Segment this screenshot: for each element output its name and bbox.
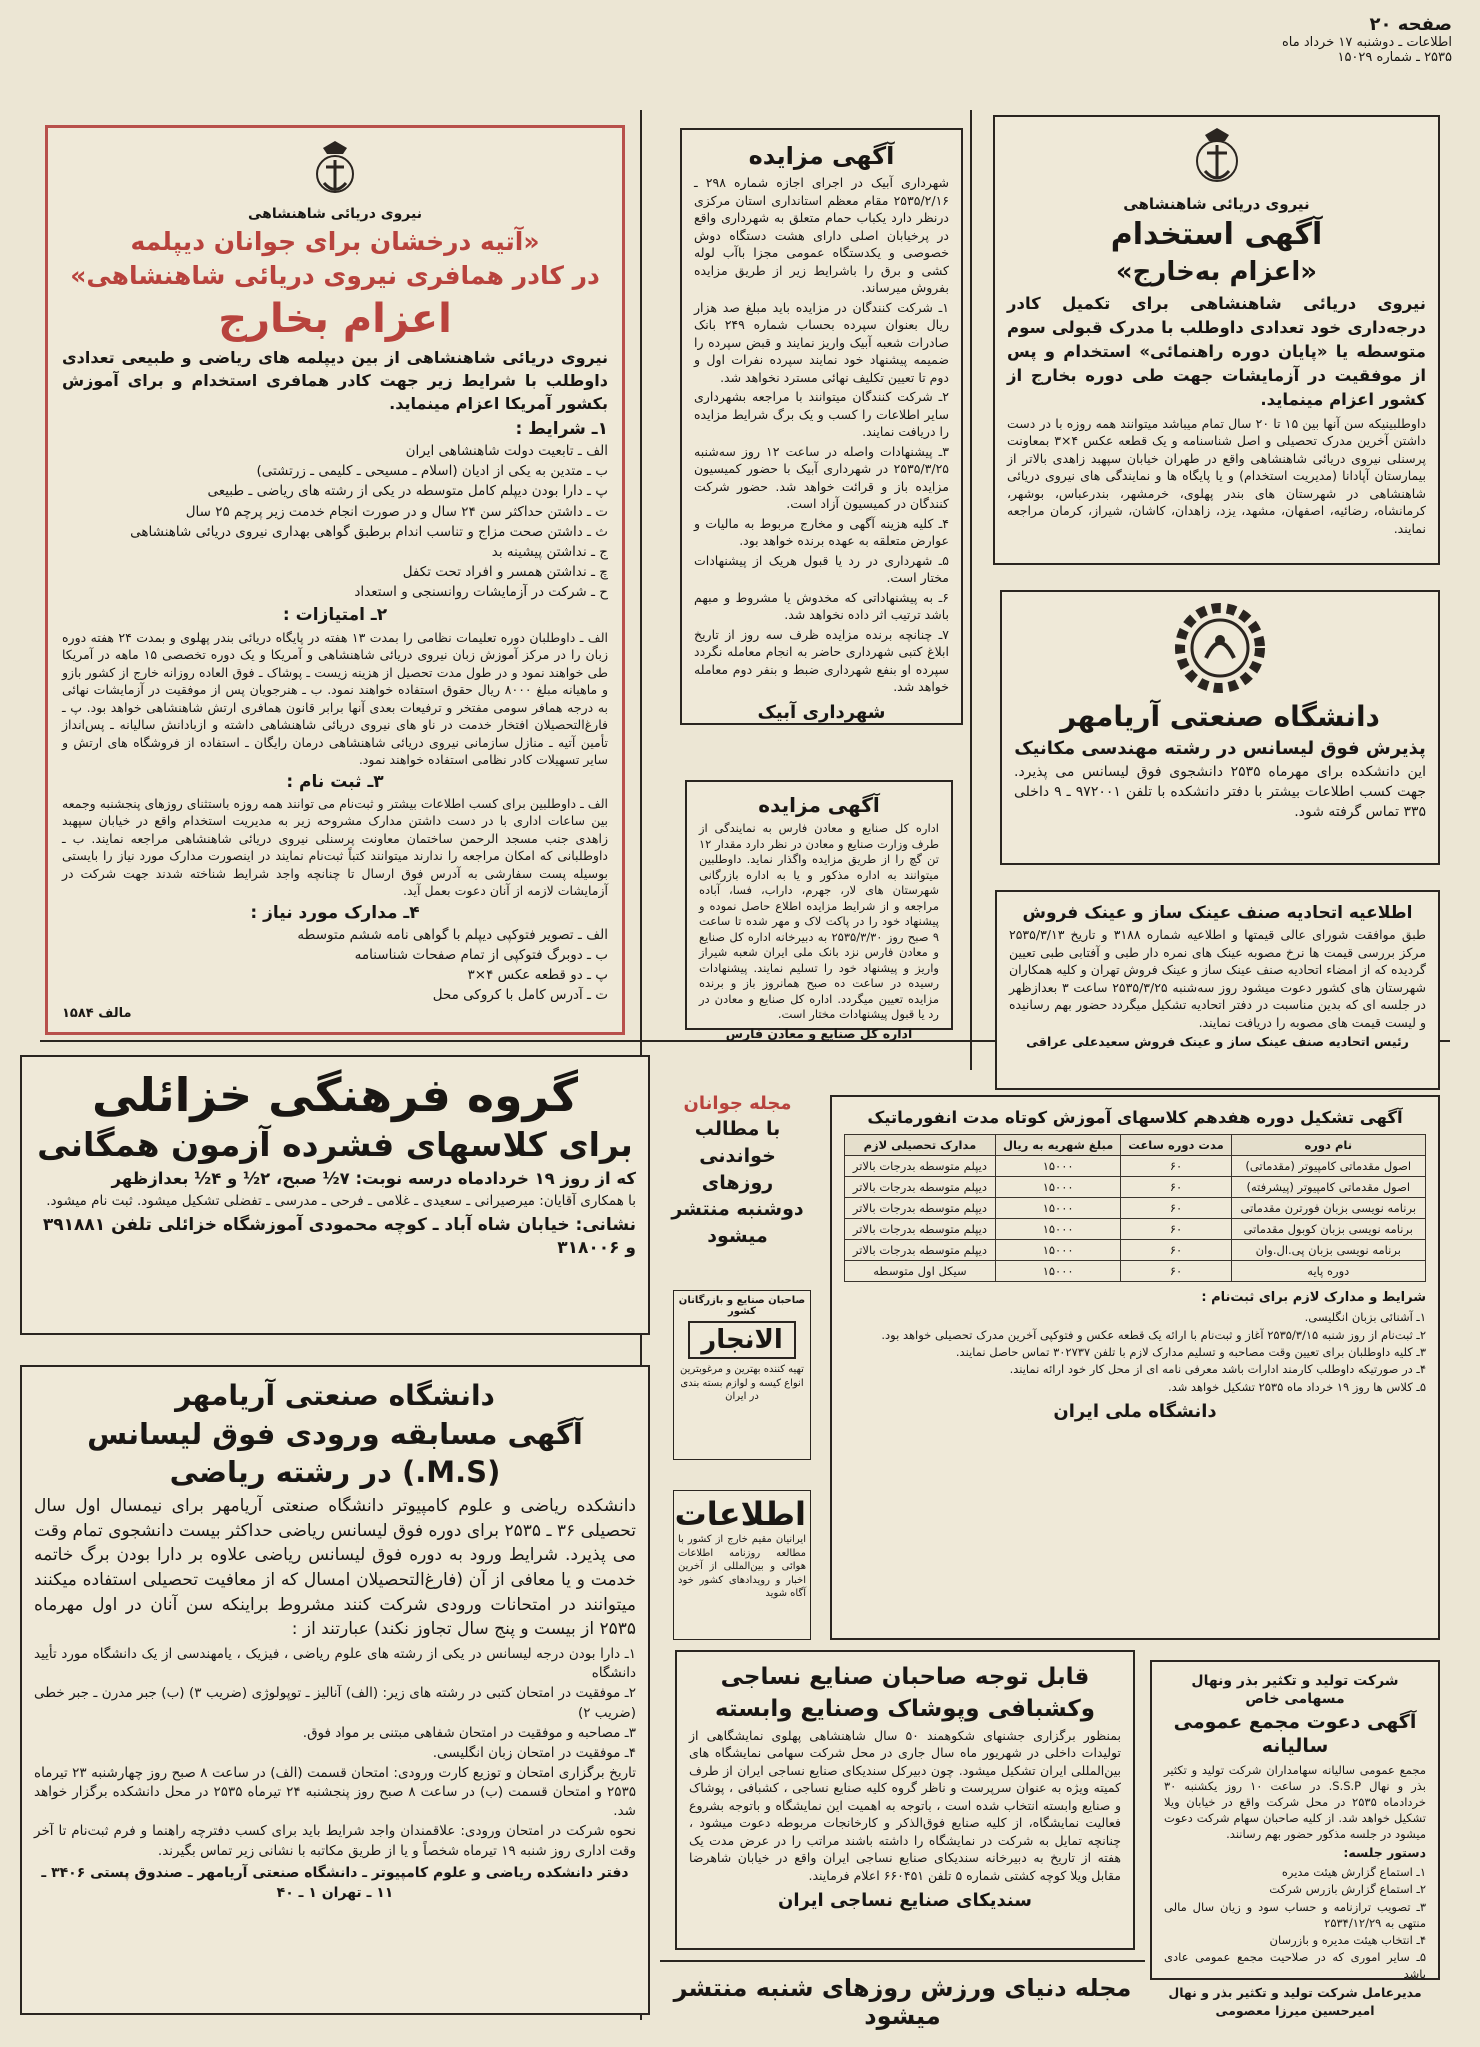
opticians-union-body: طبق موافقت شورای عالی قیمتها و اطلاعیه شماره ۳۱۸۸ و تاریخ ۲۵۳۵/۳/۱۳ مرکز بررسی قیمت ها نرخ مصوبه عینک های نمره دار طبی و آفتابی طبی تعیین گردیده که از امضاء اتحادیه صنف عینک ساز و عینک فروش تهران و کلیه همکاران شهرستان های کشور دعوت میشود روز سه‌شنبه ۲۵۳۵/۳/۲۵ ساعت ۳ بعدازظهر در جلسه ای که بدین مناسبت در دفتر اتحادیه تشکیل میگردد حضور بهم رسانیده و لیست قیمت های مصوبه را دریافت نمایند. xyxy=(1009,927,1426,1030)
table-row xyxy=(845,1240,1426,1261)
table-cell: دیپلم متوسطه بدرجات بالاتر xyxy=(845,1219,996,1240)
auction-abik-p4: ۳ـ پیشنهادات واصله در ساعت ۱۲ روز سه‌شنبه ۲۵۳۵/۳/۲۵ در شهرداری آبیک با حضور کمیسیون مزایده باز و قرائت خواهد شد. حضور شرکت کنندگان در کمیسیون آزاد است. xyxy=(694,443,949,511)
ettelaat-ad xyxy=(673,1490,811,1640)
list-item: ۱ـ استماع گزارش هیئت مدیره xyxy=(1281,1864,1426,1879)
list-item: ۲ـ موفقیت در امتحان کتبی در رشته های زیر: (الف) آنالیز ـ توپولوژی (ضریب ۳) (ب) جبر مدرن ـ جبر خطی (ضریب ۲) xyxy=(34,1685,636,1721)
navy-abroad-sec2-title: ۲ـ امتیازات : xyxy=(282,605,388,626)
list-item: ب ـ دوبرگ فتوکپی از تمام صفحات شناسنامه xyxy=(354,946,608,963)
auction-abik-p8: ۷ـ چنانچه برنده مزایده ظرف سه روز از تاریخ ابلاغ کتبی شهرداری حاضر به انجام معامله نگردد سپرده او بنفع شهرداری ضبط و بنفر دوم معامله خواهد شد. xyxy=(694,626,949,694)
list-item: چ ـ نداشتن همسر و افراد تحت تکفل xyxy=(402,564,608,581)
list-item: ۴ـ موفقیت در امتحان زبان انگلیسی. xyxy=(432,1744,636,1761)
table-cell: ۶۰ xyxy=(1121,1240,1231,1261)
table-cell: دیپلم متوسطه بدرجات بالاتر xyxy=(845,1156,996,1177)
navy-abroad-headline-1: «آتیه درخشان برای جوانان دیپلمه xyxy=(130,227,540,256)
column-rule xyxy=(970,110,972,1070)
seed-company-title: آگهی دعوت مجمع عمومی سالیانه xyxy=(1173,1711,1417,1758)
table-cell: ۱۵۰۰۰ xyxy=(995,1177,1121,1198)
navy-hiring-lead: نیروی دریائی شاهنشاهی برای تکمیل کادر درجه‌داری خود تعدادی داوطلب با مدرک قبولی سوم متوسطه یا «پایان دوره راهنمائی» استخدام و پس از موفقیت در آزمایشات جهت طی دوره بخارج از کشور اعزام مینماید. xyxy=(1007,294,1426,409)
list-item: ت ـ آدرس کامل با کروکی محل xyxy=(432,987,608,1004)
navy-abroad-sec4-title: ۴ـ مدارک مورد نیاز : xyxy=(250,902,420,923)
packaging-ad xyxy=(673,1290,811,1460)
textile-title-2: وکشبافی وپوشاک وصنایع وابسته xyxy=(714,1695,1096,1722)
list-item: ۳ـ تصویب ترازنامه و حساب سود و زیان سال مالی منتهی به ۲۵۳۴/۱۲/۲۹ xyxy=(1164,1899,1426,1930)
khazaeli-ad xyxy=(20,1055,650,1335)
table-cell: دیپلم متوسطه بدرجات بالاتر xyxy=(845,1240,996,1261)
navy-abroad-sec1-list xyxy=(62,442,608,602)
javanan-title: مجله جوانان xyxy=(683,1093,792,1114)
javanan-line6: میشود xyxy=(707,1225,768,1248)
list-item: پ ـ دارا بودن دیپلم کامل متوسطه در یکی از رشته های ریاضی ـ طبیعی xyxy=(207,483,608,500)
column-header: مدت دوره ساعت xyxy=(1121,1135,1231,1156)
aryamehr-msc-subtitle: آگهی مسابقه ورودی فوق لیسانس xyxy=(87,1416,583,1451)
navy-abroad-sec3-body: الف ـ داوطلبین برای کسب اطلاعات بیشتر و ثبت‌نام می توانند همه روزه باستثنای روزهای پنجشنبه وجمعه بین ساعات اداری با در دست داشتن مدارک مشروحه زیر به مدیریت استخدام واقع در خیابان سپهبد زاهدی جنب مسجد الرحمن ساختمان معاونت پرسنلی نیروی دریائی شاهنشاهی مراجعه نمایند. ب ـ داوطلبانی که امکان مراجعه را ندارند میتوانند کتباً ثبت‌نام نمایند در اینصورت مدارک مورد نیاز را بایستی بوسیله پست سفارشی به آدرس فوق ارسال تا چنانچه واجد شرایط شناخته شدند جهت شرکت در آزمایشات لازمه از آنان دعوت بعمل آید. xyxy=(62,795,608,899)
navy-abroad-org: نیروی دریائی شاهنشاهی xyxy=(248,206,422,222)
javanan-line5: دوشنبه منتشر xyxy=(671,1198,804,1221)
navy-hiring-title: آگهی استخدام xyxy=(1110,217,1323,252)
table-cell: دیپلم متوسطه بدرجات بالاتر xyxy=(845,1177,996,1198)
list-item: ۱ـ آشنائی بزبان انگلیسی. xyxy=(1304,1310,1426,1325)
table-cell: برنامه نویسی بزبان کوبول مقدماتی xyxy=(1231,1219,1425,1240)
seed-company-agenda xyxy=(1164,1864,1426,1982)
khazaeli-title: گروه فرهنگی خزائلی xyxy=(92,1068,578,1122)
table-cell: ۶۰ xyxy=(1121,1219,1231,1240)
list-item: ب ـ متدین به یکی از ادیان (اسلام ـ مسیحی ـ کلیمی ـ زرتشتی) xyxy=(256,463,608,480)
textile-syndicate-ad xyxy=(675,1650,1135,1950)
list-item: ح ـ شرکت در آزمایشات روانسنجی و استعداد xyxy=(354,584,608,601)
navy-abroad-lead: نیروی دریائی شاهنشاهی از بین دیپلمه های ریاضی و طبیعی تعدادی داوطلب با شرایط زیر جهت کادر همافری استخدام و برای آموزش بکشور آمریکا اعزام مینماید. xyxy=(62,347,608,413)
textile-signature: سندیکای صنایع نساجی ایران xyxy=(778,1890,1032,1911)
list-item: ۴ـ در صورتیکه داوطلب کارمند ادارات باشد معرفی نامه ای از محل کار خود ارائه نمایند. xyxy=(1009,1362,1426,1377)
navy-abroad-sec4-list xyxy=(62,926,608,1006)
auction-abik-p1: شهرداری آبیک در اجرای اجازه شماره ۲۹۸ ـ ۲۵۳۵/۲/۱۶ مقام معظم استانداری استان مرکزی درنظر دارد یکباب حمام متعلق به شهرداری واقع در پرخیابان اصلی دارای هشت دستگاه دوش خصوصی و یکدستگاه عمومی مجزا باآب لوله کشی و برق را باشرایط زیر از طریق مزایده بفروش میرساند. xyxy=(694,175,950,295)
page-header xyxy=(1152,14,1452,65)
course-table xyxy=(844,1134,1426,1282)
auction-abik-title: آگهی مزایده xyxy=(748,142,895,170)
table-row xyxy=(845,1198,1426,1219)
navy-abroad-headline-2: در کادر همافری نیروی دریائی شاهنشاهی» xyxy=(70,261,600,291)
list-item: ۵ـ سایر اموری که در صلاحیت مجمع عمومی عادی باشد xyxy=(1164,1950,1426,1981)
header-date: اطلاعات ـ دوشنبه ۱۷ خرداد ماه xyxy=(1281,35,1452,50)
table-cell: ۱۵۰۰۰ xyxy=(995,1219,1121,1240)
table-cell: دیپلم متوسطه بدرجات بالاتر xyxy=(845,1198,996,1219)
opticians-union-title: اطلاعیه اتحادیه صنف عینک ساز و عینک فروش xyxy=(1022,903,1413,923)
sports-magazine-ad xyxy=(660,1960,1145,2030)
packaging-ad-name: الانجار xyxy=(688,1321,796,1359)
table-cell: سیکل اول متوسطه xyxy=(845,1261,996,1282)
melli-university-notes-title: شرایط و مدارک لازم برای ثبت‌نام : xyxy=(1201,1290,1426,1306)
auction-fars-ad xyxy=(685,780,953,1041)
table-cell: دوره پایه xyxy=(1231,1261,1425,1282)
aryamehr-mech-body: این دانشکده برای مهرماه ۲۵۳۵ دانشجوی فوق لیسانس می پذیرد. جهت کسب اطلاعات بیشتر با دفتر دانشکده با تلفن ۹۷۲۰۰۱ ـ ۹ داخلی ۳۳۵ تماس گرفته شود. xyxy=(1014,764,1426,820)
javanan-ad xyxy=(665,1090,810,1280)
navy-hiring-body: داوطلبینیکه سن آنها بین ۱۵ تا ۲۰ سال تمام میباشد میتوانند همه روزه با در دست داشتن آخرین مدرک تحصیلی و اصل شناسنامه و یک قطعه عکس ۴×۳ بمعاونت پرسنلی نیروی دریائی شاهنشاهی واقع در طهران خیابان سپهبد زاهدی بالاتر از بیمارستان آپادانا (مدیریت استخدام) و یا پایگاه ها و نمایندگی های نیروی دریائی شاهنشاهی در شهرستان های بندر پهلوی، خرمشهر، بندرعباس، بوشهر، کرمانشاه، رضائیه، اصفهان، مشهد، یزد، زاهدان، کاشان، شیراز، کرمان مراجعه نمایند. xyxy=(1007,415,1427,536)
opticians-union-ad xyxy=(995,890,1440,1090)
javanan-line2: با مطالب xyxy=(694,1118,781,1141)
table-cell: ۱۵۰۰۰ xyxy=(995,1156,1121,1177)
melli-university-ad xyxy=(830,1095,1440,1640)
opticians-union-signature: رئیس اتحادیه صنف عینک ساز و عینک فروش سعیدعلی عراقی xyxy=(1026,1034,1409,1050)
list-item: ج ـ نداشتن پیشینه بد xyxy=(491,543,608,560)
aryamehr-mech-subtitle: پذیرش فوق لیسانس در رشته مهندسی مکانیک xyxy=(1014,737,1426,759)
aryamehr-msc-address: دفتر دانشکده ریاضی و علوم کامپیوتر ـ دانشگاه صنعتی آریامهر ـ صندوق پستی ۳۴۰۶ ـ ۱۱ ـ تهران ۱ ـ ۴۰ xyxy=(41,1864,629,1901)
auction-abik-p7: ۶ـ به پیشنهاداتی که مخدوش یا مشروط و مبهم باشد ترتیب اثر داده نخواهد شد. xyxy=(694,589,949,622)
table-cell: اصول مقدماتی کامپیوتر (مقدماتی) xyxy=(1231,1156,1425,1177)
javanan-line4: روزهای xyxy=(701,1171,774,1194)
list-item: ۵ـ کلاس ها روز ۱۹ خرداد ماه ۲۵۳۵ تشکیل خواهد شد. xyxy=(1167,1379,1426,1394)
packaging-ad-title: صاحبان صنایع و بازرگانان کشور xyxy=(678,1295,806,1317)
aryamehr-mech-ad xyxy=(1000,590,1440,865)
table-cell: ۶۰ xyxy=(1121,1177,1231,1198)
auction-abik-p6: ۵ـ شهرداری در رد یا قبول هریک از پیشنهادات مختار است. xyxy=(694,552,949,585)
javanan-line3: خواندنی xyxy=(699,1145,776,1168)
header-issue: ۲۵۳۵ ـ شماره ۱۵۰۲۹ xyxy=(1337,50,1452,65)
page-number: صفحه ۲۰ xyxy=(1369,14,1452,35)
list-item: ۲ـ ثبت‌نام از روز شنبه ۲۵۳۵/۳/۱۵ آغاز و ثبت‌نام با ارائه یک قطعه عکس و فتوکپی آخرین مدرک تحصیلی خواهد بود. xyxy=(881,1327,1426,1342)
table-row xyxy=(845,1261,1426,1282)
list-item: ث ـ داشتن صحت مزاج و تناسب اندام برطبق گواهی بهداری نیروی دریائی شاهنشاهی xyxy=(130,523,608,540)
navy-crown-anchor-emblem-icon xyxy=(307,138,363,204)
melli-university-signature: دانشگاه ملی ایران xyxy=(1053,1400,1217,1422)
melli-university-title: آگهی تشکیل دوره هفدهم کلاسهای آموزش کوتاه مدت انفورماتیک xyxy=(867,1108,1403,1127)
packaging-ad-body: تهیه کننده بهترین و مرغوبترین انواع کیسه و لوازم بسته بندی در ایران xyxy=(680,1364,804,1402)
auction-abik-p3: ۲ـ شرکت کنندگان میتوانند با مراجعه بشهرداری سایر اطلاعات را کسب و یک برگ شرایط مزایده را دریافت نمایند. xyxy=(694,389,949,439)
khazaeli-subtitle: برای کلاسهای فشرده آزمون همگانی xyxy=(37,1124,633,1164)
auction-abik-ad xyxy=(680,128,963,725)
aryamehr-msc-title: دانشگاه صنعتی آریامهر xyxy=(175,1379,495,1412)
list-item: ۳ـ کلیه داوطلبان برای تعیین وقت مصاحبه و تسلیم مدارک لازم با تلفن ۳۰۲۷۳۷ تماس حاصل نمایند. xyxy=(955,1344,1426,1359)
ettelaat-ad-body: ایرانیان مقیم خارج از کشور با مطالعه روزنامه اطلاعات هوائی و بین‌المللی از آخرین اخبار و رویدادهای کشور خود آگاه شوید xyxy=(678,1534,806,1599)
aryamehr-msc-subtitle-2: (M.S.) در رشته ریاضی xyxy=(169,1455,501,1490)
table-cell: ۶۰ xyxy=(1121,1198,1231,1219)
navy-abroad-sec3-title: ۳ـ ثبت نام : xyxy=(286,771,384,792)
navy-hiring-ad xyxy=(993,115,1440,565)
table-cell: ۱۵۰۰۰ xyxy=(995,1240,1121,1261)
table-row xyxy=(845,1219,1426,1240)
university-gear-emblem-icon xyxy=(1172,600,1268,696)
list-item: الف ـ تابعیت دولت شاهنشاهی ایران xyxy=(405,443,608,460)
list-item: ۲ـ استماع گزارش بازرس شرکت xyxy=(1269,1882,1426,1897)
column-header: مبلغ شهریه به ریال xyxy=(995,1135,1121,1156)
list-item: پ ـ دو قطعه عکس ۴×۳ xyxy=(467,967,608,983)
list-item: ت ـ داشتن حداکثر سن ۲۴ سال و در صورت انجام خدمت زیر پرچم ۲۵ سال xyxy=(185,503,608,520)
column-header: مدارک تحصیلی لازم xyxy=(845,1135,996,1156)
khazaeli-schedule: که از روز ۱۹ خردادماه درسه نوبت: ۷½ صبح، ۲½ و ۴½ بعدازظهر xyxy=(111,1168,636,1188)
navy-abroad-sec2-body: الف ـ داوطلبان دوره تعلیمات نظامی را بمدت ۱۳ هفته در پایگاه دریائی بندر پهلوی و بمدت ۲۴ هفته دوره زبان را در مرکز آموزش زبان نیروی دریائی شاهنشاهی و آمریکا و یک دوره تخصصی ۱۵ ماهه در آمریکا طی خواهند نمود و در طول مدت تحصیل از هزینه زیست ـ پوشاک ـ فوق العاده روزانه خارج از کشور بازو و ماهیانه مبلغ ۸۰۰۰ ریال حقوق استفاده خواهند نمود. ب ـ هنرجویان پس از موفقیت در آزمایشات نهائی به درجه همافر سومی مفتخر و ترفیعات بعدی آنها برابر قانون همافری ارتش شاهنشاهی خواهد بود. پ ـ فارغ‌التحصیلان افتخار خدمت در ناو های نیروی دریائی شاهنشاهی داشته و ازبادانش سالیانه ـ پس‌انداز تأمین آتیه ـ منازل سازمانی نیروی دریائی شاهنشاهی درمان رایگان ـ استفاده از فروشگاه های ارتش و سایر تسهیلات کادر نظامی استفاده خواهند نمود. xyxy=(62,629,609,767)
navy-org-name: نیروی دریائی شاهنشاهی xyxy=(1123,195,1310,213)
table-cell: ۶۰ xyxy=(1121,1156,1231,1177)
auction-fars-signature: اداره کل صنایع و معادن فارس xyxy=(725,1025,913,1041)
aryamehr-msc-ad xyxy=(20,1365,650,2015)
aryamehr-msc-lead: دانشکده ریاضی و علوم کامپیوتر دانشگاه صنعتی آریامهر برای نیمسال اول سال تحصیلی ۳۶ ـ ۲۵۳۵ برای دوره فوق لیسانس ریاضی حداکثر بیست دانشجوی تمام وقت می پذیرد. شرایط ورود به دوره فوق لیسانس ریاضی علاوه بر دارا بودن برگ خاتمه خدمت و یا معافی از آن (فارغ‌التحصیلان امسال که از معافیت تحصیلی استفاده میکنند میتوانند در امتحانات ورودی شرکت کنند مشروط براینکه سن آنان در اول مهرماه ۲۵۳۵ از بیست و پنج سال تجاوز نکند) عبارتند از : xyxy=(34,1496,636,1640)
khazaeli-address: نشانی: خیابان شاه آباد ـ کوچه محمودی آموزشگاه خزائلی تلفن ۳۹۱۸۸۱ و ۳۱۸۰۰۶ xyxy=(42,1215,636,1258)
list-item: ۱ـ دارا بودن درجه لیسانس در یکی از رشته های علوم ریاضی ، فیزیک ، یامهندسی از یک دانشگاه مورد تأیید دانشگاه xyxy=(34,1646,636,1682)
auction-fars-body: اداره کل صنایع و معادن فارس به نمایندگی از طرف وزارت صنایع و معادن در نظر دارد مقدار ۱۲ تن گچ را از طریق مزایده واگذار نماید. داوطلبین میتوانند به اداره مذکور و یا به اداره بازرگانی شهرستان های لار، جهرم، داراب، فسا، آباده مراجعه و از شرایط مزایده اطلاع حاصل نموده و پیشنهاد خود را در پاکت لاک و مهر شده تا ساعت ۹ صبح روز ۲۵۳۵/۳/۳۰ به دبیرخانه اداره کل صنایع و معادن فارس نزد بانک ملی ایران شعبه شیراز واریز و پیشنهاد خود را تسلیم نمایند. پیشنهادات رسیده در ساعت ده صبح همانروز باز و برنده مزایده تعیین میگردد. اداره کل صنایع و معادن در رد یا قبول پیشنهادات مختار است. xyxy=(699,821,939,1022)
table-cell: ۱۵۰۰۰ xyxy=(995,1198,1121,1219)
navy-anchor-emblem-icon xyxy=(1187,125,1247,193)
sports-magazine-text: مجله دنیای ورزش روزهای شنبه منتشر میشود xyxy=(673,1974,1132,2030)
table-cell: برنامه نویسی بزبان پی.ال.وان xyxy=(1231,1240,1425,1261)
aryamehr-msc-list xyxy=(34,1645,636,1861)
table-cell: ۱۵۰۰۰ xyxy=(995,1261,1121,1282)
seed-company-header: شرکت تولید و تکثیر بذر ونهال مسهامی خاص xyxy=(1191,1673,1399,1708)
navy-abroad-sec1-title: ۱ـ شرایط : xyxy=(515,419,608,440)
aryamehr-mech-title: دانشگاه صنعتی آریامهر xyxy=(1060,700,1380,733)
auction-abik-signature: شهرداری آبیک xyxy=(757,701,886,723)
seed-company-body: مجمع عمومی سالیانه سهامداران شرکت تولید و تکثیر بذر و نهال S.S.P. در ساعت ۱۰ روز یکشنبه ۳۰ خردادماه ۲۵۳۵ در محل شرکت واقع در خیابان ویلا تشکیل خواهد شد. از کلیه صاحبان سهام شرکت دعوت میشود در جلسه مذکور حضور بهم رسانند. xyxy=(1164,1762,1426,1842)
auction-fars-title: آگهی مزایده xyxy=(758,793,880,817)
textile-body: بمنظور برگزاری جشنهای شکوهمند ۵۰ سال شاهنشاهی پهلوی نمایشگاهی از تولیدات داخلی در شهریور ماه سال جاری در محل شرکت سهامی نمایشگاه های بین‌المللی ایران تشکیل میشود. چون دبیرکل سندیکای صنایع نساجی ایران از طرف کمیته ویژه به عنوان سرپرست و ناظر گروه کلیه صنایع نساجی ، کشبافی ، پوشاک و صنایع وابسته انتخاب شده است ، باتوجه به اهمیت این نمایشگاه و باتوجه بشروع فعالیت نمایشگاه، از کلیه صنایع فوق‌الذکر و کارخانجات مربوطه دعوت میشود ، چنانچه تمایل به شرکت در نمایشگاه را داشته باشند مراتب را در عرض مدت یک هفته از تاریخ به دبیرخانه سندیکای صنایع نساجی ایران واقع در خیابان شاهرضا مقابل ویلا کوچه کشتی شماره ۵ تلفن ۶۶۰۴۵۱ اعلام فرمایند. xyxy=(689,1727,1121,1883)
auction-abik-p5: ۴ـ کلیه هزینه آگهی و مخارج مربوط به مالیات و عوارض متعلقه به عهده برنده خواهد بود. xyxy=(694,515,949,548)
column-header: نام دوره xyxy=(1231,1135,1425,1156)
list-item: ۴ـ انتخاب هیئت مدیره و بازرسان xyxy=(1269,1933,1426,1948)
table-cell: اصول مقدماتی کامپیوتر (پیشرفته) xyxy=(1231,1177,1425,1198)
table-cell: برنامه نویسی بزبان فورترن مقدماتی xyxy=(1231,1198,1425,1219)
navy-abroad-headline-3: اعزام بخارج xyxy=(218,295,452,342)
navy-abroad-code: مالف ۱۵۸۴ xyxy=(62,1006,132,1022)
table-row xyxy=(845,1177,1426,1198)
list-item: تاریخ برگزاری امتحان و توزیع کارت ورودی: امتحان قسمت (الف) در ساعت ۸ صبح روز چهارشنبه ۲۳ تیرماه ۲۵۳۵ و امتحان قسمت (ب) در ساعت ۸ صبح روز پنجشنبه ۲۴ تیرماه ۲۵۳۵ در محل دانشکده برگزار خواهد شد. xyxy=(34,1764,637,1820)
table-header-row xyxy=(845,1135,1426,1156)
list-item: ۳ـ مصاحبه و موفقیت در امتحان شفاهی مبتنی بر مواد فوق. xyxy=(302,1724,636,1741)
navy-abroad-ad xyxy=(45,125,625,1035)
table-cell: ۶۰ xyxy=(1121,1261,1231,1282)
list-item: نحوه شرکت در امتحان ورودی: علاقمندان واجد شرایط باید برای کسب دفترچه راهنما و فرم ثبت‌نام تا آخر وقت اداری روز شنبه ۱۹ تیرماه شخصاً و یا از طریق مکاتبه با نشانی زیر تماس بگیرند. xyxy=(34,1823,636,1859)
textile-title-1: قابل توجه صاحبان صنایع نساجی xyxy=(720,1664,1090,1690)
table-row xyxy=(845,1156,1426,1177)
ettelaat-ad-title: اطلاعات xyxy=(674,1495,806,1533)
navy-hiring-subtitle: «اعزام به‌خارج» xyxy=(1115,257,1318,287)
seed-company-agenda-title: دستور جلسه: xyxy=(1343,1845,1426,1861)
auction-abik-p2: ۱ـ شرکت کنندگان در مزایده باید مبلغ صد هزار ریال بعنوان سپرده بحساب شماره ۲۴۹ بانک صادرات شعبه آبیک واریز نمایند و قبض سپرده را ضمیمه پیشنهاد خود نمایند سپرده نفرات اول و دوم تا تعیین تکلیف نهائی مسترد نخواهد شد. xyxy=(694,299,949,385)
seed-company-signature: مدیرعامل شرکت تولید و تکثیر بذر و نهال امیرحسین میرزا معصومی xyxy=(1168,1985,1422,2018)
list-item: الف ـ تصویر فتوکپی دیپلم با گواهی نامه ششم متوسطه xyxy=(297,926,608,943)
melli-university-notes xyxy=(844,1309,1426,1395)
khazaeli-teachers: با همکاری آقایان: میرصیرانی ـ سعیدی ـ غلامی ـ فرحی ـ مدرسی ـ تفضلی تشکیل میشود. ثبت نام میشود. xyxy=(46,1193,636,1210)
seed-company-ad xyxy=(1150,1660,1440,2018)
